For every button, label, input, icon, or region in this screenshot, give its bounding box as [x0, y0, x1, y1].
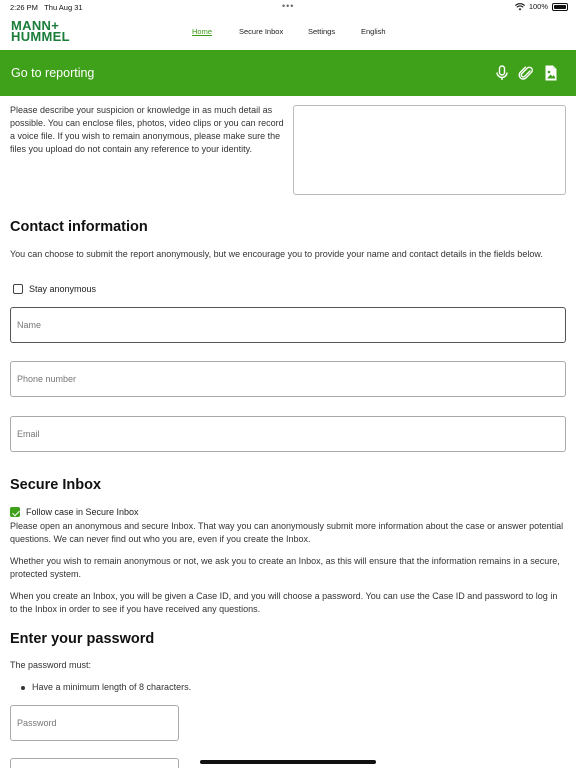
contact-heading: Contact information — [10, 219, 148, 235]
stay-anonymous-checkbox[interactable] — [13, 284, 23, 294]
top-navigation — [0, 14, 576, 50]
phone-field[interactable] — [10, 361, 566, 397]
nav-home[interactable]: Home — [192, 27, 213, 36]
contact-text: You can choose to submit the report anonymously, but we encourage you to provide your name and contact details in the fields below. — [10, 249, 543, 259]
inbox-paragraph-2: Whether you wish to remain anonymous or not, we ask you to create an Inbox, as this will ensure that the information remains in a secure, protected system. — [10, 556, 560, 579]
password-heading: Enter your password — [10, 631, 155, 647]
microphone-icon[interactable] — [493, 64, 511, 82]
password-rule-item — [21, 682, 191, 692]
stay-anonymous-label[interactable]: Stay anonymous — [29, 284, 97, 294]
phone-placeholder: Phone number — [17, 374, 77, 384]
password-field[interactable] — [10, 705, 179, 741]
description-textarea[interactable] — [293, 105, 566, 195]
follow-case-checkbox-row[interactable] — [10, 507, 139, 517]
follow-case-checkbox[interactable] — [10, 507, 20, 517]
nav-settings[interactable]: Settings — [308, 27, 336, 36]
multitasking-dots[interactable]: ••• — [282, 1, 295, 11]
reporting-header — [0, 50, 576, 96]
status-right — [515, 2, 568, 11]
wifi-icon — [515, 3, 525, 11]
status-bar — [0, 0, 576, 14]
password-requirements-intro: The password must: — [10, 660, 92, 670]
password-placeholder: Password — [17, 718, 57, 728]
secure-inbox-heading: Secure Inbox — [10, 477, 102, 493]
confirm-password-field[interactable] — [10, 758, 179, 768]
password-rule-text: Have a minimum length of 8 characters. — [32, 682, 192, 692]
name-field[interactable] — [10, 307, 566, 343]
name-placeholder: Name — [17, 320, 42, 330]
header-title[interactable]: Go to reporting — [11, 66, 95, 80]
battery-percent: 100% — [528, 2, 548, 11]
nav-secure-inbox[interactable]: Secure Inbox — [239, 27, 284, 36]
home-indicator[interactable] — [200, 760, 376, 764]
image-file-icon[interactable] — [542, 64, 560, 82]
nav-language[interactable]: English — [361, 27, 386, 36]
mann-hummel-logo[interactable]: MANN+ HUMMEL — [11, 18, 70, 44]
follow-case-label[interactable]: Follow case in Secure Inbox — [26, 507, 139, 517]
status-time: 2:26 PM Thu Aug 31 — [10, 3, 83, 12]
email-field[interactable] — [10, 416, 566, 452]
battery-icon — [552, 3, 568, 11]
inbox-paragraph-1: Please open an anonymous and secure Inbox. That way you can anonymously submit more information about the case or answer potential questions. We can never find out who you are, even if you create the Inbox. — [10, 521, 564, 544]
inbox-paragraph-3: When you create an Inbox, you will be given a Case ID, and you will choose a password. You can use the Case ID and password to log in to the Inbox in order to see if you have received any questions. — [10, 591, 558, 614]
email-placeholder: Email — [17, 429, 40, 439]
stay-anonymous-checkbox-row[interactable] — [13, 284, 96, 294]
paperclip-icon[interactable] — [517, 64, 535, 82]
description-instructions: Please describe your suspicion or knowledge in as much detail as possible. You can enclose files, photos, video clips or you can record a voice file. If you wish to remain anonymous, please make sure the files you upload do not contain any reference to your identity. — [10, 105, 284, 154]
bullet-icon — [21, 686, 25, 690]
